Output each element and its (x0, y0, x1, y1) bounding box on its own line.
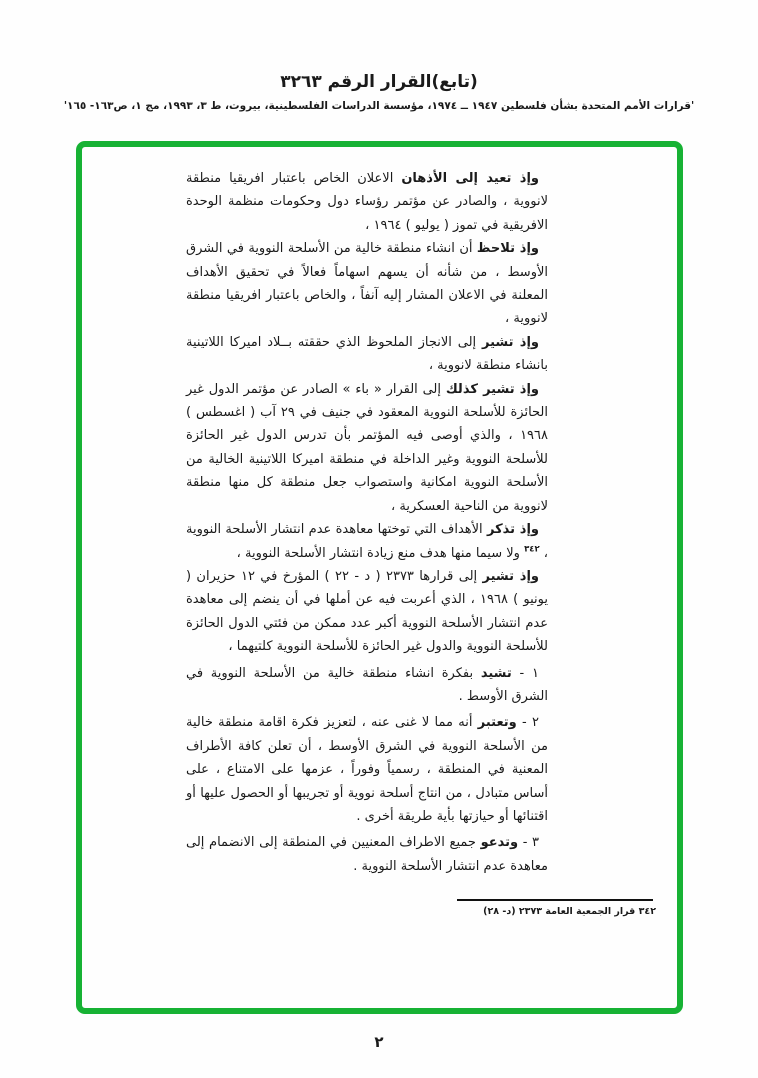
operative-paragraph: ٣ - وتدعو جميع الاطراف المعنيين في المنطقة إلى الانضمام إلى معاهدة عدم انتشار الأسلحة النووية . (186, 835, 548, 874)
page-title: (تابع)القرار الرقم ٣٢٦٣ (280, 72, 478, 92)
footnote-reference: ٣٤٢ (524, 544, 540, 555)
footnote (438, 899, 656, 917)
source-citation-line: 'قرارات الأمم المتحدة بشأن فلسطين ١٩٤٧ ــ ١٩٧٤، مؤسسة الدراسات الفلسطينية، بيروت، ط ٣، ١٩٩٣، مج ١، ص١٦٣- ١٦٥' (63, 100, 695, 112)
preamble-paragraph: وإذ تذكر الأهداف التي توختها معاهدة عدم انتشار الأسلحة النووية ، $^{٣٤٢}$ ولا سيما منها هدف منع زيادة انتشار الأسلحة النووية ، (186, 522, 548, 561)
footnote-text: ٣٤٢ قرار الجمعية العامة ٢٣٧٣ (د- ٢٨) (483, 906, 656, 917)
page-number: ٢ (374, 1033, 384, 1051)
preamble-paragraph: وإذ تشير إلى الانجاز الملحوظ الذي حققته بــلاد اميركا اللاتينية بانشاء منطقة لانووية ، (186, 334, 548, 374)
preamble-paragraph: وإذ تعيد إلى الأذهان الاعلان الخاص باعتبار افريقيا منطقة لانووية ، والصادر عن مؤتمر رؤساء دول وحكومات منظمة الوحدة الافريقية في تموز ( يوليو ) ١٩٦٤ ، (186, 171, 548, 233)
resolution-text (186, 167, 548, 878)
preamble-paragraph: وإذ تشير كذلك إلى القرار « باء » الصادر عن مؤتمر الدول غير الحائزة للأسلحة النووية المعقود في جنيف في ٢٩ آب ( اغسطس ) ١٩٦٨ ، والذي أوصى فيه المؤتمر بأن تدرس الدول غير الحائزة للأسلحة النووية وغير الداخلة في منطقة اميركا اللاتينية الخالية من الأسلحة النووية امكانية واستصواب جعل منطقة كل منها منطقة لانووية من الناحية العسكرية ، (186, 381, 548, 514)
operative-paragraph: ٢ - وتعتبر أنه مما لا غنى عنه ، لتعزيز فكرة اقامة منطقة خالية من الأسلحة النووية في الشرق الأوسط ، أن تعلن كافة الأطراف المعنية في المنطقة ، رسمياً وفوراً ، عزمها على الامتناع ، على أساس متبادل ، من انتاج أسلحة نووية أو تجريبها أو الحصول عليها أو اقتنائها أو حيازتها بأية طريقة أخرى . (186, 715, 548, 824)
preamble-paragraph: وإذ تشير إلى قرارها ٢٣٧٣ ( د - ٢٢ ) المؤرخ في ١٢ حزيران ( يونيو ) ١٩٦٨ ، الذي أعربت فيه عن أملها في أن ينضم إلى معاهدة عدم انتشار الأسلحة النووية أكبر عدد ممكن من فئتي الدول الحائزة للأسلحة النووية والدول غير الحائزة للأسلحة النووية كلتيهما ، (186, 568, 548, 655)
preamble-paragraph: وإذ تلاحظ أن انشاء منطقة خالية من الأسلحة النووية في الشرق الأوسط ، من شأنه أن يسهم اسهاماً فعالاً في تحقيق الأهداف المعلنة في الاعلان المشار إليه آنفاً ، والخاص باعتبار افريقيا منطقة لانووية ، (186, 241, 548, 327)
operative-paragraph: ١ - تشيد بفكرة انشاء منطقة خالية من الأسلحة النووية في الشرق الأوسط . (186, 665, 548, 704)
footnote-divider (457, 899, 653, 901)
